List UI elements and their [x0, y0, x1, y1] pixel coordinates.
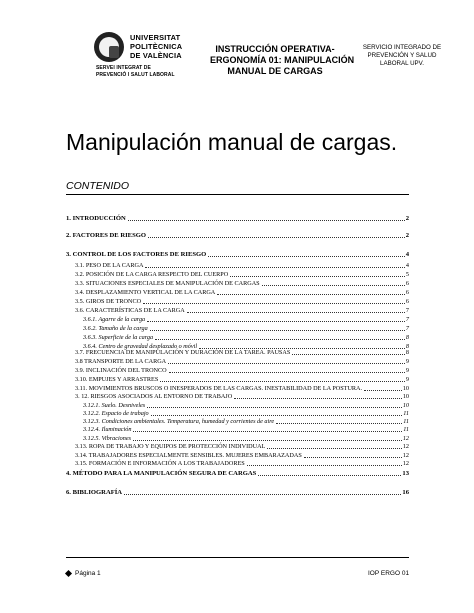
- toc-entry-label: 3.12.3. Condiciones ambientales. Temperatura, humedad y corrientes de aire: [83, 418, 275, 425]
- toc-entry-page: 11: [403, 418, 409, 425]
- page-number-label: Página 1: [75, 570, 101, 577]
- toc-entry-page: 7: [405, 325, 409, 332]
- university-name-line: DE VALÈNCIA: [130, 51, 182, 60]
- toc-entry-page: 9: [405, 376, 409, 383]
- toc-entry-label: 4. MÉTODO PARA LA MANIPULACIÓN SEGURA DE CARGAS: [66, 470, 257, 477]
- diamond-bullet-icon: [65, 570, 72, 577]
- toc-entry-label: 6. BIBLIOGRAFÍA: [66, 489, 123, 496]
- toc-entry-label: 3.12.2. Espacio de trabajo: [83, 410, 149, 417]
- toc-entry-page: 5: [405, 271, 409, 278]
- toc-entry-page: 10: [402, 402, 409, 409]
- toc-entry-label: 3. 12. RIESGOS ASOCIADOS AL ENTORNO DE TRABAJO: [75, 393, 233, 400]
- toc-entry-page: 12: [402, 443, 409, 450]
- instruction-title-line: INSTRUCCIÓN OPERATIVA-: [215, 44, 335, 54]
- toc-entry-page: 13: [402, 470, 409, 477]
- toc-entry-page: 11: [403, 426, 409, 433]
- document-code: IOP ERGO 01: [368, 570, 410, 577]
- toc-entry[interactable]: [66, 212, 409, 222]
- toc-entry-page: 4: [405, 262, 409, 269]
- toc-entry-page: 9: [405, 358, 409, 365]
- toc-entry-label: 3.10. EMPUJES Y ARRASTRES: [75, 376, 159, 383]
- toc-entry-label: 1. INTRODUCCIÓN: [66, 215, 126, 222]
- university-name-line: POLITÈCNICA: [130, 42, 183, 51]
- toc-entry-page: 8: [405, 349, 409, 356]
- toc-entry[interactable]: [66, 486, 409, 496]
- page-number: [66, 570, 101, 577]
- toc-entry-page: 8: [405, 343, 409, 350]
- toc-leader-dots: [258, 475, 401, 476]
- toc-entry[interactable]: [66, 229, 409, 239]
- toc-leader-dots: [208, 256, 404, 257]
- toc-entry-page: 12: [402, 435, 409, 442]
- toc-entry-label: 3.6.2. Tamaño de la carga: [83, 325, 148, 332]
- service-name-line: PREVENCIÓN Y SALUD: [367, 52, 437, 59]
- toc-entry-page: 10: [402, 385, 409, 392]
- toc-entry-page: 2: [405, 215, 409, 222]
- toc-entry[interactable]: [75, 457, 409, 467]
- toc-entry-label: 3.15. FORMACIÓN E INFORMACIÓN A LOS TRABAJADORES: [75, 460, 245, 467]
- toc-entry-page: 4: [405, 251, 409, 258]
- toc-entry-label: 3.1. PESO DE LA CARGA: [75, 262, 144, 269]
- toc-entry-label: 3.4. DESPLAZAMIENTO VERTICAL DE LA CARGA: [75, 289, 216, 296]
- toc-entry-label: 3.5. GIROS DE TRONCO: [75, 298, 142, 305]
- toc-entry-page: 6: [405, 289, 409, 296]
- toc-entry-page: 7: [405, 316, 409, 323]
- toc-entry-label: 3.11. MOVIMIENTOS BRUSCOS O INESPERADOS DE LAS CARGAS. INESTABILIDAD DE LA POSTURA.: [75, 385, 363, 392]
- toc-entry-page: 7: [405, 307, 409, 314]
- toc-entry-page: 16: [402, 489, 409, 496]
- service-name-line: SERVICIO INTEGRADO DE: [362, 44, 442, 51]
- toc-entry-label: 3.13. ROPA DE TRABAJO Y EQUIPOS DE PROTECCIÓN INDIVIDUAL: [75, 443, 266, 450]
- toc-entry-label: 3.6.3. Superficie de la carga: [83, 334, 154, 341]
- toc-entry-label: 3.3. SITUACIONES ESPECIALES DE MANIPULACIÓN DE CARGAS: [75, 280, 260, 287]
- toc-leader-dots: [128, 220, 405, 221]
- toc-entry-label: 3.6. CARACTERÍSTICAS DE LA CARGA: [75, 307, 185, 314]
- toc-entry-label: 3. CONTROL DE LOS FACTORES DE RIESGO: [66, 251, 207, 258]
- toc-entry-page: 9: [405, 367, 409, 374]
- footer-divider: [66, 557, 409, 558]
- toc-entry[interactable]: [66, 248, 409, 258]
- toc-entry-label: 3.12.4. Iluminación: [83, 426, 132, 433]
- toc-entry-page: 8: [405, 334, 409, 341]
- toc-entry[interactable]: [66, 467, 409, 477]
- toc-entry-label: 3.6.1. Agarre de la carga: [83, 316, 146, 323]
- logo-service-line: SERVEI INTEGRAT DE: [96, 65, 151, 71]
- toc-entry-label: 3.12.5. Vibraciones: [83, 435, 132, 442]
- toc-entry-page: 12: [402, 460, 409, 467]
- toc-entry-label: 3.14. TRABAJADORES ESPECIALMENTE SENSIBLES. MUJERES EMBARAZADAS: [75, 452, 302, 459]
- contents-heading: CONTENIDO: [66, 180, 129, 192]
- toc-entry-label: 3.8 TRANSPORTE DE LA CARGA: [75, 358, 167, 365]
- logo-service-line: PREVENCIÓ I SALUT LABORAL: [96, 71, 175, 78]
- toc-entry-label: 3.6.4. Centro de gravedad desplazado o móvil: [83, 343, 198, 350]
- toc-entry-label: 3.7. FRECUENCIA DE MANIPULACIÓN Y DURACIÓN DE LA TAREA. PAUSAS: [75, 349, 291, 356]
- toc-entry-label: 3.12.1. Suelo. Desniveles: [83, 402, 146, 409]
- toc-entry-page: 6: [405, 298, 409, 305]
- toc-leader-dots: [247, 465, 402, 466]
- toc-leader-dots: [148, 237, 405, 238]
- toc-entry-label: 2. FACTORES DE RIESGO: [66, 232, 146, 239]
- toc-entry-page: 12: [402, 452, 409, 459]
- university-name-line: UNIVERSITAT: [130, 33, 181, 42]
- toc-entry-label: 3.9. INCLINACIÓN DEL TRONCO: [75, 367, 167, 374]
- instruction-title-line: ERGONOMÍA 01: MANIPULACIÓN: [210, 55, 355, 65]
- toc-entry-page: 2: [405, 232, 409, 239]
- toc-entry-page: 11: [403, 410, 409, 417]
- service-name-line: LABORAL UPV.: [380, 60, 424, 67]
- instruction-title-line: MANUAL DE CARGAS: [227, 66, 323, 76]
- page-title: Manipulación manual de cargas.: [66, 129, 398, 155]
- toc-entry-page: 10: [402, 393, 409, 400]
- toc-entry-label: 3.2. POSICIÓN DE LA CARGA RESPECTO DEL CUERPO: [75, 271, 229, 278]
- toc-leader-dots: [124, 494, 401, 495]
- toc-entry-page: 6: [405, 280, 409, 287]
